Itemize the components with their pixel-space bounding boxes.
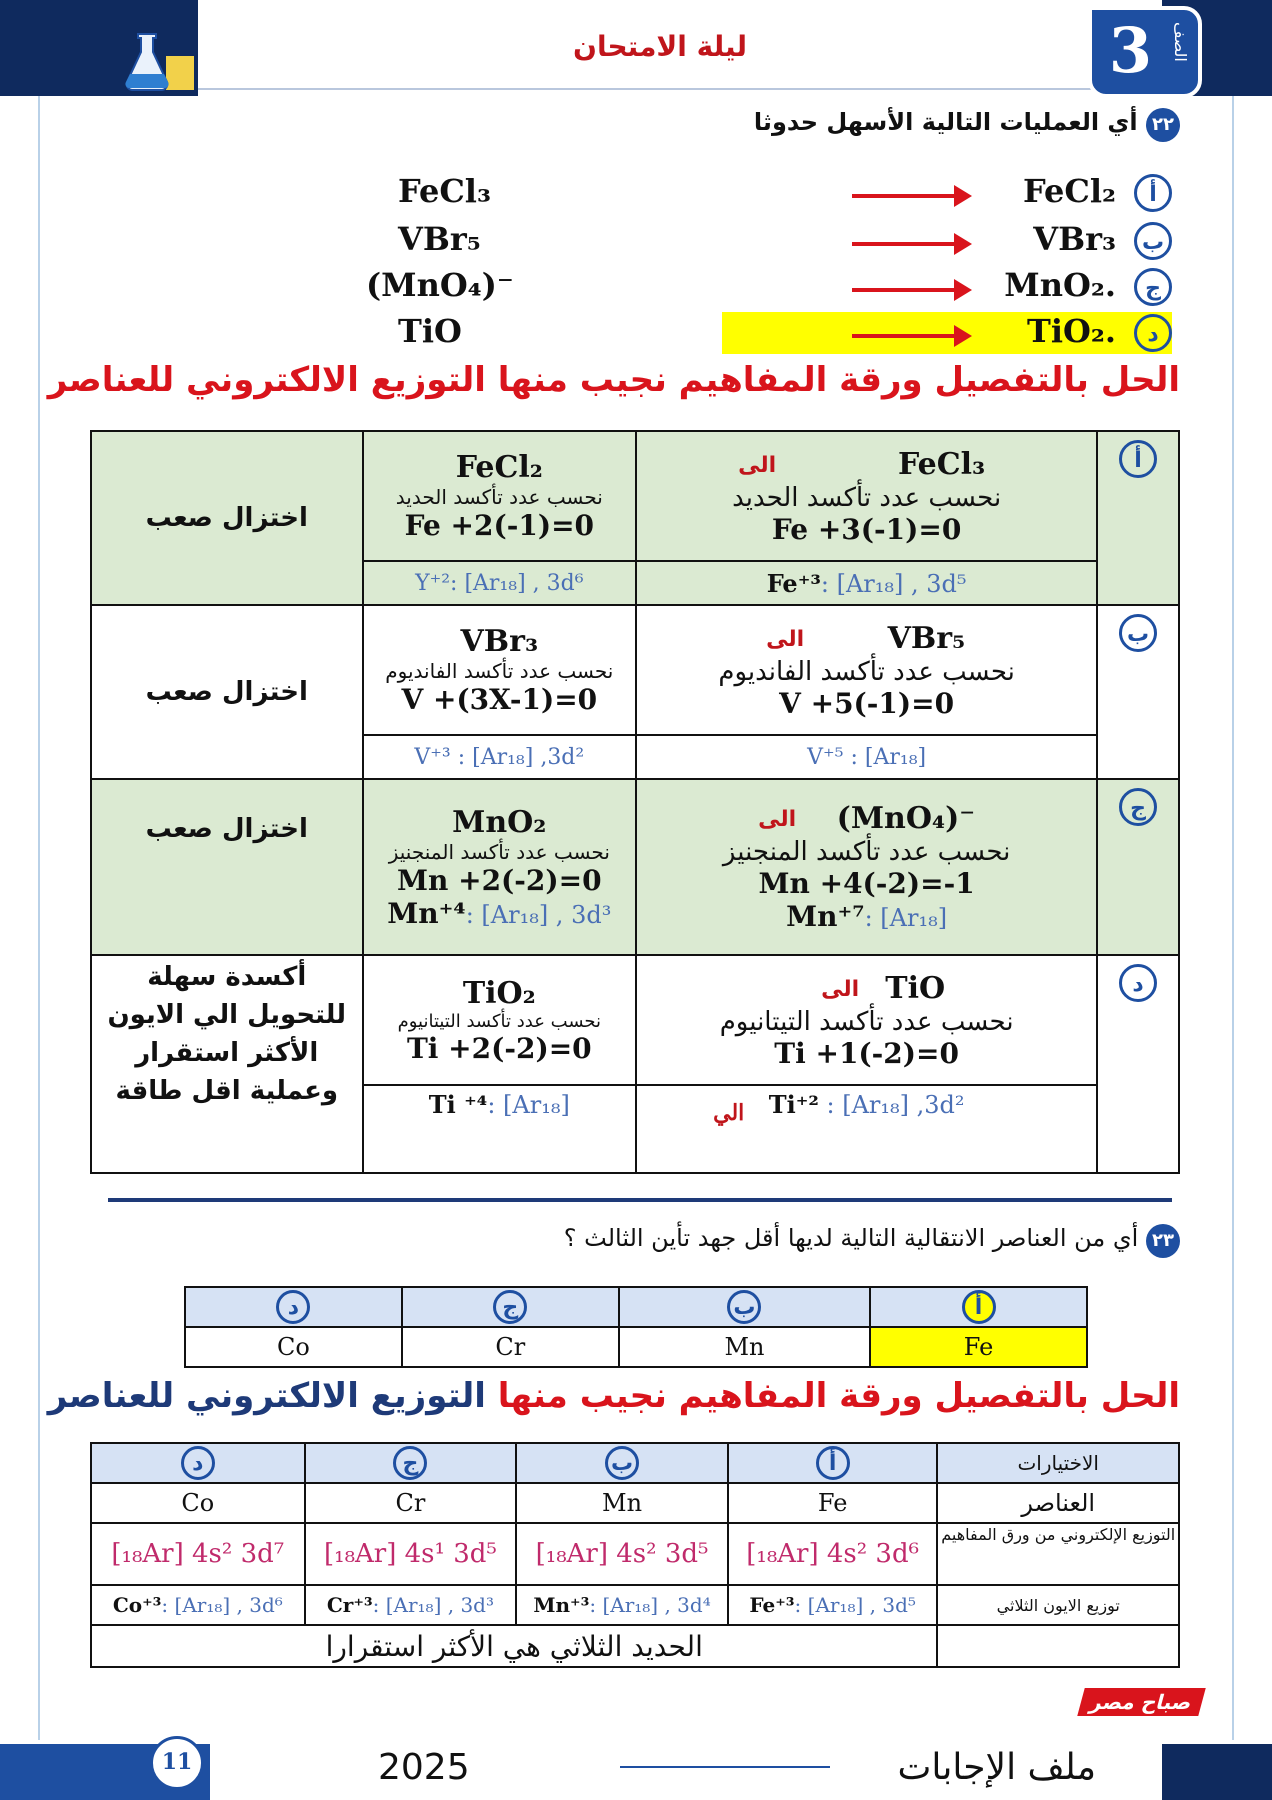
row-c-to-cfg: : [Ar₁₈] , 3d³ xyxy=(465,900,612,929)
t3-letter-a: أ xyxy=(816,1446,850,1480)
row-d-to-note: نحسب عدد تأكسد التيتانيوم xyxy=(397,1010,602,1032)
q22-option-d[interactable] xyxy=(172,312,1172,356)
row-d-letter: د xyxy=(1119,964,1157,1002)
q23-text: أي من العناصر الانتقالية التالية لديها أقل جهد تأين الثالث ؟ xyxy=(563,1224,1139,1252)
q22-text: أي العمليات التالية الأسهل حدوثا xyxy=(753,108,1138,136)
option-a-circle: أ xyxy=(1134,174,1172,212)
t3-element-a: Fe xyxy=(728,1483,938,1523)
header-rule xyxy=(198,88,1162,90)
option-b-from: VBr₅ xyxy=(398,220,481,258)
row-c-to-note: نحسب عدد تأكسد المنجنيز xyxy=(388,839,610,864)
q23-letter-d: د xyxy=(276,1290,310,1324)
row-d-to-cfg-ion: Ti ⁺⁴ xyxy=(428,1090,488,1119)
row-c-answer: اختزال صعب xyxy=(91,779,363,955)
t3-ion-cfg-d: : [Ar₁₈] , 3d⁶ xyxy=(161,1593,283,1617)
grade-label: الصف xyxy=(1171,22,1190,62)
row-d-from-cfg: : [Ar₁₈] ,3d² xyxy=(818,1091,965,1119)
option-c-from: (MnO₄)⁻ xyxy=(366,266,514,304)
row-c-from-note: نحسب عدد تأكسد المنجنيز xyxy=(722,837,1011,867)
t3-cfg-a: [₁₈Ar] 4s² 3d⁶ xyxy=(728,1523,938,1585)
option-d-circle: د xyxy=(1134,314,1172,352)
option-c-circle: ج xyxy=(1134,268,1172,306)
footer-year: 2025 xyxy=(378,1747,470,1788)
brand-logo xyxy=(1012,1688,1202,1728)
option-a-to: FeCl₂ xyxy=(1023,172,1116,210)
q23-letter-c: ج xyxy=(493,1290,527,1324)
t3-element-c: Cr xyxy=(305,1483,517,1523)
t3-conclusion: الحديد الثلاثي هي الأكثر استقرارا xyxy=(91,1625,937,1667)
t3-cfg-b: [₁₈Ar] 4s² 3d⁵ xyxy=(516,1523,728,1585)
t3-ion-cfg-c: : [Ar₁₈] , 3d³ xyxy=(372,1593,494,1617)
t3-element-b: Mn xyxy=(516,1483,728,1523)
option-d-from: TiO xyxy=(398,312,462,350)
option-a-from: FeCl₃ xyxy=(398,172,491,210)
row-c-from-cfg-ion: Mn⁺⁷ xyxy=(786,900,865,933)
section-divider xyxy=(108,1198,1172,1202)
t3-ion-a: Fe⁺³ xyxy=(749,1593,795,1617)
row-b-to-cfg: : [Ar₁₈] ,3d² xyxy=(450,744,585,770)
row-b-answer: اختزال صعب xyxy=(91,605,363,779)
footer-file-label: ملف الإجابات xyxy=(897,1747,1096,1788)
arrow-right-icon xyxy=(852,242,958,246)
q23-element-c: Cr xyxy=(402,1327,619,1367)
label-config: التوزيع الإلكتروني من ورق المفاهيم xyxy=(937,1523,1179,1585)
row-d-answer-line: وعملية اقل طاقة xyxy=(115,1076,339,1106)
row-b-to-formula: VBr₃ xyxy=(460,624,539,659)
row-a-from-cfg-ion: Fe⁺³ xyxy=(766,568,821,598)
row-c-from-cfg: : [Ar₁₈] xyxy=(864,904,948,932)
row-d-answer-line: للتحويل الي الايون xyxy=(107,1000,347,1030)
q23-option-c[interactable] xyxy=(402,1287,619,1327)
row-a-from-eq: Fe +3(-1)=0 xyxy=(771,512,962,546)
flask-icon xyxy=(120,30,200,92)
option-d-to: TiO₂. xyxy=(1027,312,1116,350)
q22-heading xyxy=(754,108,1180,142)
q23-letter-a: أ xyxy=(962,1290,996,1324)
grade-badge xyxy=(1088,6,1202,98)
row-c-to-formula: MnO₂ xyxy=(452,804,547,840)
row-d-answer-line: أكسدة سهلة xyxy=(147,962,307,992)
row-c-to-cfg-ion: Mn⁺⁴ xyxy=(387,896,466,930)
arrow-right-icon xyxy=(852,334,958,338)
label-elements: العناصر xyxy=(937,1483,1179,1523)
row-d-to-eq: Ti +2(-2)=0 xyxy=(406,1031,592,1065)
solution-title-red: الحل بالتفصيل ورقة المفاهيم نجيب منها xyxy=(497,1376,1180,1416)
option-b-circle: ب xyxy=(1134,222,1172,260)
q23-element-b: Mn xyxy=(619,1327,870,1367)
t3-ion-b: Mn⁺³ xyxy=(533,1593,590,1617)
q23-options-table xyxy=(184,1286,1088,1368)
q22-solution-table xyxy=(90,430,1180,1174)
row-a-letter: أ xyxy=(1119,440,1157,478)
row-d-from-formula: TiO xyxy=(885,970,946,1006)
label-ion-config: توزيع الايون الثلاثي xyxy=(937,1585,1179,1625)
t3-ion-d: Co⁺³ xyxy=(112,1593,162,1617)
solution-title-text: الحل بالتفصيل ورقة المفاهيم نجيب منها التوزيع الالكتروني للعناصر xyxy=(47,360,1180,400)
t3-ion-c: Cr⁺³ xyxy=(326,1593,373,1617)
row-d-answer-line: الأكثر استقرار xyxy=(135,1038,319,1068)
row-d-from-cfg-ion: Ti⁺² xyxy=(768,1090,819,1119)
page-number: 11 xyxy=(150,1736,204,1790)
row-b-letter: ب xyxy=(1119,614,1157,652)
row-d-cfg-prefix: الي xyxy=(713,1100,745,1126)
grade-number: 3 xyxy=(1108,14,1152,87)
footer-rule xyxy=(620,1766,830,1768)
row-b-from-cfg-ion: V⁺⁵ xyxy=(807,744,844,770)
solution-title-2 xyxy=(48,1376,1180,1416)
option-c-to: MnO₂. xyxy=(1004,266,1116,304)
row-b-to-word: الى xyxy=(766,626,805,652)
q23-number: ٢٣ xyxy=(1146,1224,1180,1258)
row-a-to-eq: Fe +2(-1)=0 xyxy=(404,509,595,542)
row-c-to-word: الى xyxy=(758,807,797,832)
row-d-to-word: الى xyxy=(821,976,860,1002)
row-a-to-cfg: : [Ar₁₈] , 3d⁶ xyxy=(450,570,584,596)
row-b-from-eq: V +5(-1)=0 xyxy=(779,686,955,720)
row-c-letter: ج xyxy=(1119,788,1157,826)
q23-element-a: Fe xyxy=(870,1327,1087,1367)
row-a-to-formula: FeCl₂ xyxy=(455,450,543,485)
q23-element-d: Co xyxy=(185,1327,402,1367)
q23-option-a[interactable] xyxy=(870,1287,1087,1327)
row-d-answer xyxy=(91,955,363,1173)
q23-heading xyxy=(564,1224,1180,1258)
q22-option-a[interactable] xyxy=(172,172,1172,216)
t3-cfg-c: [₁₈Ar] 4s¹ 3d⁵ xyxy=(305,1523,517,1585)
left-margin-line xyxy=(38,96,40,1740)
t3-cfg-d: [₁₈Ar] 4s² 3d⁷ xyxy=(91,1523,305,1585)
row-b-from-note: نحسب عدد تأكسد الفانديوم xyxy=(718,656,1015,687)
header-title: ليلة الامتحان xyxy=(573,30,747,63)
row-a-to-cfg-ion: Y⁺² xyxy=(415,570,451,596)
row-d-from-eq: Ti +1(-2)=0 xyxy=(774,1036,959,1070)
t3-element-d: Co xyxy=(91,1483,305,1523)
row-c-from-eq: Mn +4(-2)=-1 xyxy=(758,867,975,900)
row-d-to-cfg: : [Ar₁₈] xyxy=(487,1091,570,1119)
t3-letter-c: ج xyxy=(393,1446,427,1480)
arrow-right-icon xyxy=(852,288,958,292)
solution-title-1 xyxy=(48,360,1180,400)
row-a-answer: اختزال صعب xyxy=(91,431,363,605)
row-d-to-formula: TiO₂ xyxy=(462,975,536,1011)
footer-right-bar xyxy=(1162,1744,1272,1800)
row-b-to-note: نحسب عدد تأكسد الفانديوم xyxy=(385,659,614,683)
t3-ion-cfg-a: : [Ar₁₈] , 3d⁵ xyxy=(794,1593,916,1617)
arrow-right-icon xyxy=(852,194,958,198)
t3-ion-cfg-b: : [Ar₁₈] , 3d⁴ xyxy=(589,1593,711,1617)
t3-letter-b: ب xyxy=(605,1446,639,1480)
row-b-to-cfg-ion: V⁺³ xyxy=(414,744,451,770)
row-d-from-note: نحسب عدد تأكسد التيتانيوم xyxy=(719,1006,1014,1037)
q23-solution-table xyxy=(90,1442,1180,1668)
q23-option-b[interactable] xyxy=(619,1287,870,1327)
q22-number: ٢٢ xyxy=(1146,108,1180,142)
row-a-to-note: نحسب عدد تأكسد الحديد xyxy=(395,485,603,509)
option-b-to: VBr₃ xyxy=(1033,220,1116,258)
row-b-to-eq: V +(3X-1)=0 xyxy=(401,683,598,716)
q22-option-c[interactable] xyxy=(172,266,1172,310)
row-c-from-formula: (MnO₄)⁻ xyxy=(836,801,976,836)
brand-text: صباح مصر xyxy=(1077,1688,1205,1716)
row-a-from-formula: FeCl₃ xyxy=(897,446,986,482)
q23-letter-b: ب xyxy=(727,1290,761,1324)
right-margin-line xyxy=(1232,96,1234,1740)
t3-letter-d: د xyxy=(181,1446,215,1480)
q22-option-b[interactable] xyxy=(172,220,1172,264)
solution-title-blue: التوزيع الالكتروني للعناصر xyxy=(47,1376,486,1416)
row-a-from-note: نحسب عدد تأكسد الحديد xyxy=(732,482,1002,513)
label-choices: الاختيارات xyxy=(937,1443,1179,1483)
row-c-to-eq: Mn +2(-2)=0 xyxy=(397,863,602,897)
q23-option-d[interactable] xyxy=(185,1287,402,1327)
row-b-from-cfg: : [Ar₁₈] xyxy=(843,744,927,770)
row-a-to-word: الى xyxy=(738,452,777,478)
row-b-from-formula: VBr₅ xyxy=(887,620,966,656)
row-a-from-cfg: : [Ar₁₈] , 3d⁵ xyxy=(820,569,967,598)
